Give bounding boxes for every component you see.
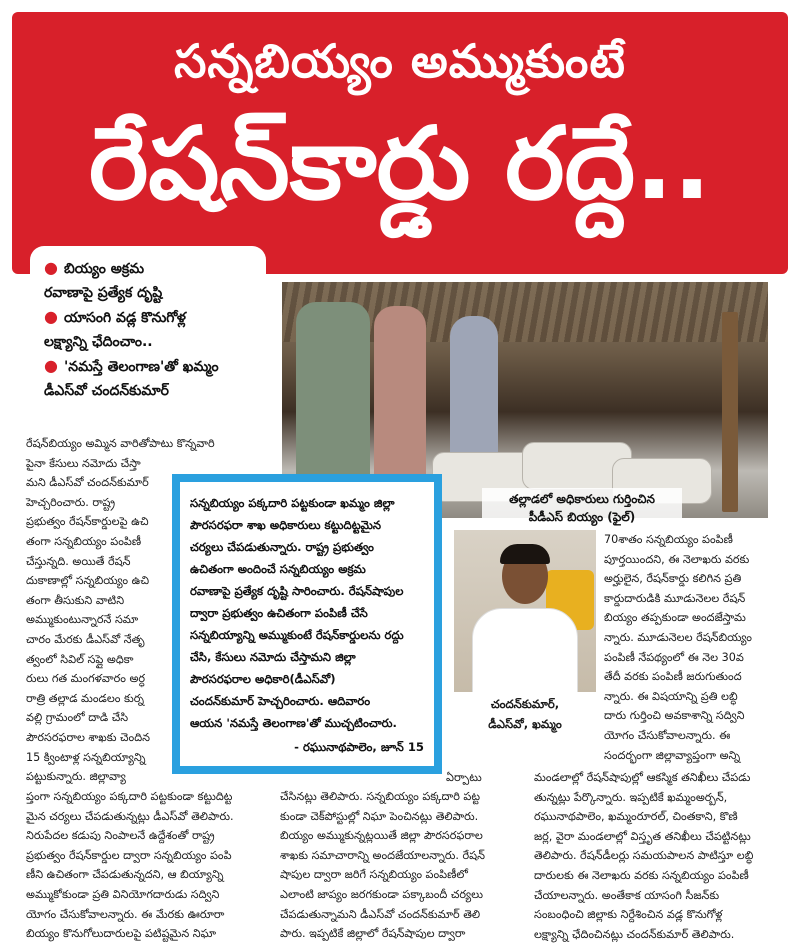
article-line: చేయాలన్నారు. అంతేకాక యాసంగి సీజన్‌కు [534, 888, 720, 902]
article-line: చేపడుతున్నామని డీఎస్‌వో చందన్‌కుమార్ తెలి [280, 907, 481, 921]
article-line: కుండా చెక్‌పోస్టుల్లో నిఘా పెంచినట్లు తెలిపారు. [280, 809, 479, 823]
highlight-line: లక్ష్యాన్ని ఛేదించాం.. [44, 334, 153, 350]
article-col2-lead [446, 768, 526, 788]
article-line: పూర్తయిందని, ఈ నెలాఖరు వరకు [604, 552, 750, 566]
bullet-icon: ● [44, 307, 58, 326]
article-col1-top [26, 434, 215, 787]
article-line: లక్ష్యాన్ని ఛేదించినట్లు చందన్‌కుమార్ తెలిపారు. [534, 927, 735, 941]
article-col3-top [604, 530, 780, 765]
article-line: అమ్ముకోకుండా ప్రతి వినియోగదారుడు సద్విని [26, 887, 220, 901]
quote-line: పౌరసరఫరా శాఖ అధికారులు కట్టుదిట్టమైన [190, 518, 382, 532]
quote-line: సన్నబియ్యం పక్కదారి పట్టకుండా ఖమ్మం జిల్లా [190, 496, 395, 510]
article-line: శాఖకు సమాచారాన్ని అందజేయాలన్నారు. రేషన్ [280, 848, 485, 862]
portrait-caption [454, 694, 596, 734]
article-line: బియ్యం తప్పకుండా అందజేస్తామ [604, 611, 746, 625]
dso-portrait [454, 530, 596, 692]
article-line: యోగం చేసుకోవాలన్నారు. ఈ మేరకు ఊరూరా [26, 907, 225, 921]
article-line: పౌరసరఫరాల శాఖకు చెందిన [26, 730, 150, 744]
article-line: పట్టుకున్నారు. జిల్లావ్యా [26, 770, 126, 784]
article-line: చేసినట్లు తెలిపారు. సన్నబియ్యం పక్కదారి పట్ట [280, 790, 480, 803]
article-line: బియ్యం కొనుగోలుదారులపై పటిష్టమైన నిఘా [26, 927, 217, 941]
quote-line: పౌరసరఫరాల అధికారి(డీఎస్‌వో) [190, 672, 336, 686]
article-line: పారు. ఇప్పటికే జిల్లాలో రేషన్‌షాపుల ద్వారా [280, 927, 466, 941]
article-line: ఏర్పాటు [446, 771, 482, 784]
article-line: మని డీఎస్‌వో చందన్‌కుమార్ [26, 476, 149, 490]
kicker-headline: సన్నబియ్యం అమ్ముకుంటే [174, 34, 626, 88]
article-line: తెలిపారు. రేషన్‌డీలర్లు సమయపాలన పాటిస్తూ లబ్ధి [534, 849, 754, 863]
portrait-hair [500, 544, 550, 564]
article-col2 [280, 787, 524, 944]
quote-byline: - రఘునాథపాలెం, జూన్ 15 [294, 740, 424, 754]
article-line: తున్నట్లు పేర్కొన్నారు. ఇప్పటికే ఖమ్మంఅర్బన్, [534, 790, 728, 804]
article-line: త్వంలో సివిల్ సప్లై అధికా [26, 652, 134, 666]
article-line: 15 క్వింటాళ్ల సన్నబియ్యాన్ని [26, 750, 146, 764]
article-line: న్నారు. మూడునెలల రేషన్‌బియ్యం [604, 630, 752, 644]
article-line: పంపిణీ నేపథ్యంలో ఈ నెల 30వ [604, 650, 744, 664]
article-line: వల్లి గ్రామంలో దాడి చేసి [26, 711, 129, 725]
bullet-icon: ● [44, 258, 58, 277]
article-line: తేదీ వరకు పంపిణీ జరుగుతుంద [604, 670, 742, 684]
quote-box [172, 474, 442, 774]
quote-line: ఆయన 'నమస్తే తెలంగాణ'తో ముచ్చటించారు. [190, 716, 397, 730]
quote-line: ఉచితంగా అందించే సన్నబియ్యం అక్రమ [190, 562, 366, 576]
article-line: ప్తంగా సన్నబియ్యం పక్కదారి పట్టకుండా కట్టుదిట్ట [26, 790, 233, 803]
quote-line: ద్వారా ప్రభుత్వం ఉచితంగా పంపిణీ చేసే [190, 606, 368, 620]
quote-line: రవాణాపై ప్రత్యేక దృష్టి సారించారు. రేషన్‌షాపుల [190, 584, 404, 598]
article-line: నిరుపేదల కడుపు నింపాలనే ఉద్దేశంతో రాష్ట్ర [26, 829, 215, 843]
article-line: దారులకు ఈ నెలాఖరు వరకు సన్నబియ్యం పంపిణీ [534, 868, 749, 882]
portrait-name: చందన్‌కుమార్, [490, 697, 560, 711]
highlight-line: డీఎస్‌వో చందన్‌కుమార్ [44, 383, 169, 399]
article-line: రఘునాథపాలెం, ఖమ్మంరూరల్, చింతకాని, కొణి [534, 810, 738, 824]
quote-line: చందన్‌కుమార్ హెచ్చరించారు. ఆదివారం [190, 694, 371, 708]
article-line: జర్ల, వైరా మండలాల్లో విస్తృత తనిఖీలు చేపట్టినట్లు [534, 829, 751, 843]
article-line: న్నారు. ఈ విషయాన్ని ప్రతి లబ్ధి [604, 689, 738, 703]
article-line: దుకాణాల్లో సన్నబియ్యం ఉచి [26, 574, 150, 588]
article-line: ఎలాంటి జాప్యం జరగకుండా పక్కాబందీ చర్యలు [280, 887, 483, 901]
article-line: ణీని ఉచితంగా చేపడుతున్నదని, ఆ బియ్యాన్ని [26, 868, 224, 882]
highlight-line: రవాణాపై ప్రత్యేక దృష్టి [44, 285, 163, 301]
article-line: ప్రభుత్వం రేషన్‌కార్డులపై ఉచి [26, 515, 149, 529]
quote-text [180, 482, 434, 766]
portrait-role: డీఎస్‌వో, ఖమ్మం [488, 717, 562, 731]
main-headline: రేషన్‌కార్డు రద్దే.. [88, 105, 712, 222]
article-col1-bottom [26, 787, 270, 944]
highlight-line: ● యాసంగి వడ్ల కొనుగోళ్ల [44, 307, 186, 326]
article-line: హెచ్చరించారు. రాష్ట్ర [26, 495, 116, 509]
photo-caption-line: తల్లాడలో అధికారులు గుర్తించిన [509, 492, 655, 506]
article-line: కార్డుదారుడికి మూడునెలల రేషన్ [604, 591, 746, 605]
article-line: షాపుల ద్వారా జరిగే సన్నబియ్యం పంపిణీలో [280, 868, 468, 882]
highlight-line: ● బియ్యం అక్రమ [44, 258, 145, 277]
bullet-icon: ● [44, 356, 58, 375]
article-line: యోగం చేసుకోవాలన్నారు. ఈ [604, 728, 731, 742]
headline-banner [12, 12, 788, 274]
article-line: సందర్భంగా జిల్లావ్యాప్తంగా అన్ని [604, 748, 741, 762]
highlights-box [30, 246, 266, 438]
article-line: దారు గుర్తించి అవకాశాన్ని సద్విని [604, 709, 745, 723]
article-line: చారం మేరకు డీఎస్‌వో నేతృ [26, 632, 145, 646]
article-col3-bottom [534, 768, 780, 944]
highlight-line: ● 'నమస్తే తెలంగాణ'తో ఖమ్మం [44, 356, 219, 375]
article-line: సంబంధించి జిల్లాకు నిర్దేశించిన వడ్ల కొనుగోళ్ల [534, 908, 723, 922]
photo-caption-line: పీడీఎస్ బియ్యం (ఫైల్) [528, 510, 636, 524]
quote-line: సన్నబియ్యాన్ని అమ్ముకుంటే రేషన్‌కార్డులను రద్దు [190, 628, 404, 642]
photo-post [722, 312, 738, 512]
article-line: పైనా కేసులు నమోదు చేస్తా [26, 456, 141, 470]
article-line: అర్హులైన, రేషన్‌కార్డు కలిగిన ప్రతి [604, 572, 742, 586]
article-line: 70శాతం సన్నబియ్యం పంపిణీ [604, 533, 733, 546]
quote-line: చేసి, కేసులు నమోదు చేస్తామని జిల్లా [190, 650, 356, 664]
portrait-body [472, 608, 578, 692]
photo-caption [482, 488, 682, 528]
article-line: మైన చర్యలు చేపడుతున్నట్లు డీఎస్‌వో తెలిపారు. [26, 809, 234, 823]
photo-person [374, 306, 426, 496]
article-line: అమ్ముకుంటున్నారనే సమా [26, 613, 139, 627]
quote-line: చర్యలు చేపడుతున్నారు. రాష్ట్ర ప్రభుత్వం [190, 540, 374, 554]
article-line: రాత్రి తల్లాడ మండలం కుర్న [26, 691, 144, 705]
article-line: రేషన్‌బియ్యం అమ్మిన వారితోపాటు కొన్నవారి [26, 437, 215, 450]
article-line: తంగా తీసుకుని వాటిని [26, 593, 125, 607]
article-line: రులు గత మంగళవారం అర్ధ [26, 672, 146, 686]
article-line: ప్రభుత్వం రేషన్‌కార్డుల ద్వారా సన్నబియ్యం పంపి [26, 848, 232, 862]
article-line: మండలాల్లో రేషన్‌షాపుల్లో ఆకస్మిక తనిఖీలు చేపడు [534, 771, 751, 784]
article-line: బియ్యం అమ్ముకున్నట్లయితే జిల్లా పౌరసరఫరాల [280, 829, 483, 843]
article-line: చేస్తున్నది. అయితే రేషన్ [26, 554, 131, 568]
article-line: తంగా సన్నబియ్యం పంపిణీ [26, 534, 142, 548]
